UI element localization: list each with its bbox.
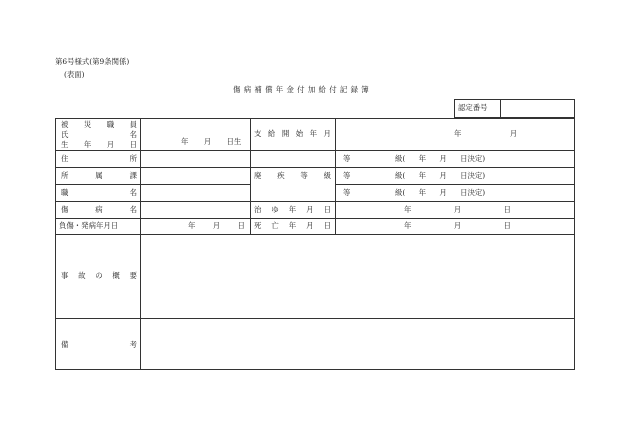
row-line <box>335 184 575 185</box>
position-label: 職 名 <box>61 188 137 197</box>
department-label: 所 属 課 <box>61 171 137 180</box>
row-line <box>55 318 575 319</box>
address-label: 住 所 <box>61 154 137 163</box>
col-line <box>140 118 141 370</box>
grade-label-2: 等 <box>343 171 351 180</box>
row-line <box>55 184 250 185</box>
row-line <box>55 201 575 202</box>
grade-label-3: 等 <box>343 188 351 197</box>
side-label: (表面) <box>64 70 85 79</box>
death-date-value: 年 月 日 <box>404 221 511 230</box>
remarks-field[interactable] <box>142 320 573 368</box>
grade-label-1: 等 <box>343 154 351 163</box>
pay-start-value: 年 月 <box>454 129 518 138</box>
grade-value-1: 級( 年 月 日決定) <box>395 154 486 163</box>
pay-start-label: 支 給 開 始 年 月 <box>254 129 331 138</box>
disease-label: 傷 病 名 <box>61 205 137 214</box>
cert-divider <box>500 99 501 118</box>
cert-number-label: 認定番号 <box>458 103 488 112</box>
form-number: 第6号様式(第9条関係) <box>55 57 130 66</box>
disease-field[interactable] <box>142 203 248 216</box>
cure-date-value: 年 月 日 <box>404 205 511 214</box>
row-line <box>55 218 575 219</box>
remarks-label: 備 考 <box>61 340 137 349</box>
page-title: 傷病補償年金付加給付記録簿 <box>233 85 372 94</box>
birthdate-value: 年 月 日生 <box>181 137 242 146</box>
row-line <box>55 150 575 151</box>
name-label: 氏 名 <box>61 130 137 139</box>
accident-label: 事 故 の 概 要 <box>61 271 137 280</box>
department-field[interactable] <box>142 169 248 182</box>
injury-date-value: 年 月 日 <box>188 221 245 230</box>
injury-date-label: 負傷・発病年月日 <box>59 221 119 230</box>
position-field[interactable] <box>142 186 248 199</box>
death-date-label: 死 亡 年 月 日 <box>254 221 331 230</box>
accident-field[interactable] <box>142 236 573 316</box>
victim-label: 被 災 職 員 <box>61 120 137 129</box>
row-line <box>55 234 575 235</box>
grade-value-2: 級( 年 月 日決定) <box>395 171 486 180</box>
grade-value-3: 級( 年 月 日決定) <box>395 188 486 197</box>
disability-label: 廃 疾 等 級 <box>254 171 331 180</box>
cert-number-field[interactable] <box>503 100 573 116</box>
col-line <box>250 118 251 234</box>
row-line <box>55 167 575 168</box>
address-field[interactable] <box>142 152 248 165</box>
col-line <box>335 118 336 234</box>
birthdate-label: 生 年 月 日 <box>61 140 137 149</box>
cure-date-label: 治 ゆ 年 月 日 <box>254 205 331 214</box>
